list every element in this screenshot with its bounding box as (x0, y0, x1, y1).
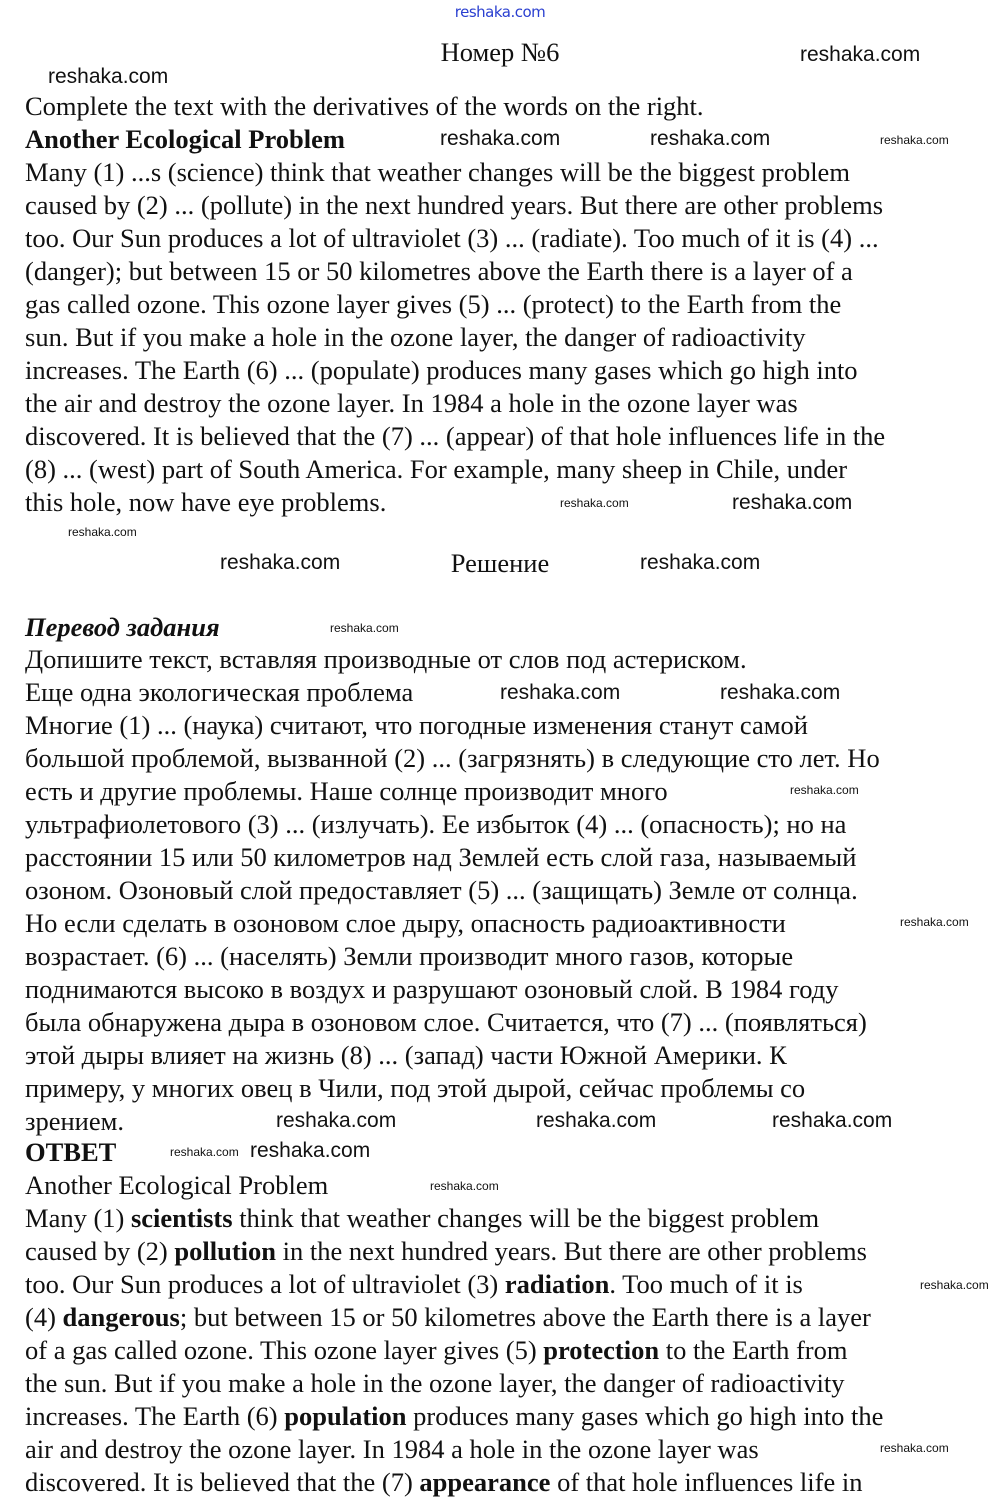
answer-line (25, 1400, 883, 1433)
task-heading: Another Ecological Problem (25, 124, 345, 154)
translation-line: примеру, у многих овец в Чили, под этой дырой, сейчас проблемы со (25, 1073, 806, 1103)
page-title: Номер №6 (440, 37, 560, 67)
answer-word: pollution (174, 1236, 277, 1266)
watermark: reshaka.com (800, 43, 921, 66)
answer-line (25, 1268, 803, 1301)
watermark: reshaka.com (790, 783, 859, 797)
translation-line: есть и другие проблемы. Наше солнце производит много (25, 776, 668, 806)
watermark: reshaka.com (920, 1278, 989, 1292)
answer-text-segment: Many (1) (25, 1203, 131, 1233)
watermark: reshaka.com (880, 133, 949, 147)
task-line: (8) ... (west) part of South America. For example, many sheep in Chile, under (25, 454, 848, 484)
task-line: the air and destroy the ozone layer. In 1984 a hole in the ozone layer was (25, 388, 798, 418)
watermark: reshaka.com (220, 551, 341, 574)
watermark: reshaka.com (276, 1109, 397, 1132)
answer-line (25, 1334, 847, 1367)
answer-word: scientists (130, 1203, 233, 1233)
answer-text-segment: caused by (2) (25, 1236, 175, 1266)
answer-heading: ОТВЕТ (25, 1137, 117, 1167)
answer-line (25, 1235, 867, 1268)
translation-line: зрением. (25, 1106, 124, 1136)
answer-text-segment: (4) (25, 1302, 63, 1332)
answer-text-segment: in the next hundred years. But there are other problems (276, 1236, 867, 1266)
answer-word: radiation (504, 1269, 610, 1299)
translation-line: Многие (1) ... (наука) считают, что погодные изменения станут самой (25, 710, 808, 740)
task-line: (danger); but between 15 or 50 kilometres above the Earth there is a layer of a (25, 256, 853, 286)
watermark: reshaka.com (536, 1109, 657, 1132)
answer-text-segment: to the Earth from (659, 1335, 848, 1365)
watermark: reshaka.com (732, 491, 853, 514)
watermark: reshaka.com (68, 525, 137, 539)
watermark: reshaka.com (440, 127, 561, 150)
task-line: discovered. It is believed that the (7) ... (appear) of that hole influences life in the (25, 421, 886, 451)
task-line: Many (1) ...s (science) think that weather changes will be the biggest problem (25, 157, 850, 187)
task-line: too. Our Sun produces a lot of ultraviolet (3) ... (radiate). Too much of it is (4) ... (25, 223, 879, 253)
watermark: reshaka.com (250, 1139, 371, 1162)
watermark: reshaka.com (880, 1441, 949, 1455)
translation-line: большой проблемой, вызванной (2) ... (загрязнять) в следующие сто лет. Но (25, 743, 880, 773)
site-header-watermark: reshaka.com (454, 3, 546, 21)
watermark: reshaka.com (772, 1109, 893, 1132)
task-line: this hole, now have eye problems. (25, 487, 387, 517)
answer-text-segment: . Too much of it is (609, 1269, 803, 1299)
answer-word: population (284, 1401, 407, 1431)
solution-label: Решение (450, 548, 550, 578)
task-instruction: Complete the text with the derivatives of the words on the right. (25, 91, 704, 121)
watermark: reshaka.com (170, 1145, 239, 1159)
answer-subheading: Another Ecological Problem (25, 1170, 329, 1200)
translation-line: возрастает. (6) ... (населять) Земли производит много газов, которые (25, 941, 794, 971)
answer-word: dangerous (62, 1302, 180, 1332)
answer-text-segment: of a gas called ozone. This ozone layer gives (5) (25, 1335, 544, 1365)
task-line: gas called ozone. This ozone layer gives (5) ... (protect) to the Earth from the (25, 289, 842, 319)
translation-line: Допишите текст, вставляя производные от слов под астериском. (25, 644, 747, 674)
answer-text-segment: ; but between 15 or 50 kilometres above the Earth there is a layer (179, 1302, 871, 1332)
task-line: caused by (2) ... (pollute) in the next hundred years. But there are other problems (25, 190, 884, 220)
answer-text-segment: of that hole influences life in (550, 1467, 863, 1497)
watermark: reshaka.com (640, 551, 761, 574)
translation-line: ультрафиолетового (3) ... (излучать). Ее избыток (4) ... (опасность); но на (25, 809, 847, 839)
answer-text-segment: think that weather changes will be the biggest problem (232, 1203, 820, 1233)
watermark: reshaka.com (500, 681, 621, 704)
translation-line: была обнаружена дыра в озоновом слое. Считается, что (7) ... (появляться) (25, 1007, 867, 1037)
answer-text-segment: increases. The Earth (6) (25, 1401, 285, 1431)
answer-word: protection (543, 1335, 660, 1365)
watermark: reshaka.com (720, 681, 841, 704)
watermark: reshaka.com (330, 621, 399, 635)
answer-text-segment: air and destroy the ozone layer. In 1984 a hole in the ozone layer was (25, 1434, 759, 1464)
translation-line: озоном. Озоновый слой предоставляет (5) ... (защищать) Земле от солнца. (25, 875, 858, 905)
answer-line (25, 1466, 862, 1499)
watermark: reshaka.com (900, 915, 969, 929)
translation-line: поднимаются высоко в воздух и разрушают озоновый слой. В 1984 году (25, 974, 839, 1004)
watermark: reshaka.com (560, 496, 629, 510)
answer-line (25, 1367, 844, 1400)
translation-line: Еще одна экологическая проблема (25, 677, 414, 707)
watermark: reshaka.com (430, 1179, 499, 1193)
answer-line (25, 1301, 871, 1334)
answer-text-segment: discovered. It is believed that the (7) (25, 1467, 420, 1497)
translation-heading: Перевод задания (25, 612, 220, 642)
watermark: reshaka.com (650, 127, 771, 150)
answer-text-segment: the sun. But if you make a hole in the ozone layer, the danger of radioactivity (25, 1368, 845, 1398)
answer-text-segment: too. Our Sun produces a lot of ultraviolet (3) (25, 1269, 505, 1299)
translation-line: расстоянии 15 или 50 километров над Землей есть слой газа, называемый (25, 842, 857, 872)
task-line: increases. The Earth (6) ... (populate) produces many gases which go high into (25, 355, 858, 385)
answer-word: appearance (419, 1467, 551, 1497)
answer-line (25, 1202, 819, 1235)
translation-line: Но если сделать в озоновом слое дыру, опасность радиоактивности (25, 908, 786, 938)
task-line: sun. But if you make a hole in the ozone layer, the danger of radioactivity (25, 322, 806, 352)
answer-text-segment: produces many gases which go high into the (406, 1401, 884, 1431)
answer-line (25, 1433, 759, 1466)
watermark: reshaka.com (48, 65, 169, 88)
translation-line: этой дыры влияет на жизнь (8) ... (запад) части Южной Америки. К (25, 1040, 787, 1070)
